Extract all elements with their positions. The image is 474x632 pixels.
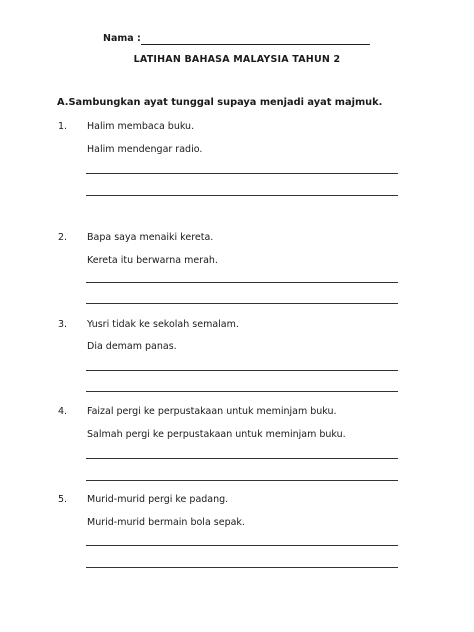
answer-line[interactable] <box>86 458 398 459</box>
question-number: 1. <box>58 121 68 132</box>
answer-line[interactable] <box>86 370 398 371</box>
section-heading: A.Sambungkan ayat tunggal supaya menjadi ayat majmuk. <box>57 97 383 108</box>
question-sentence-1: Murid-murid pergi ke padang. <box>87 494 229 505</box>
name-label: Nama : <box>103 33 141 44</box>
answer-line[interactable] <box>86 480 398 481</box>
question-sentence-2: Murid-murid bermain bola sepak. <box>87 517 245 528</box>
answer-line[interactable] <box>86 303 398 304</box>
question-sentence-1: Yusri tidak ke sekolah semalam. <box>87 319 239 330</box>
question-sentence-1: Faizal pergi ke perpustakaan untuk meminjam buku. <box>87 406 337 417</box>
answer-line[interactable] <box>86 195 398 196</box>
question-sentence-2: Kereta itu berwarna merah. <box>87 255 218 266</box>
question-number: 2. <box>58 232 68 243</box>
question-sentence-2: Dia demam panas. <box>87 341 177 352</box>
page-title: LATIHAN BAHASA MALAYSIA TAHUN 2 <box>133 54 341 65</box>
question-sentence-2: Salmah pergi ke perpustakaan untuk meminjam buku. <box>87 429 346 440</box>
name-field-line[interactable] <box>141 44 370 45</box>
question-sentence-1: Bapa saya menaiki kereta. <box>87 232 214 243</box>
question-number: 4. <box>58 406 68 417</box>
answer-line[interactable] <box>86 545 398 546</box>
answer-line[interactable] <box>86 282 398 283</box>
question-number: 5. <box>58 494 68 505</box>
question-sentence-1: Halim membaca buku. <box>87 121 195 132</box>
answer-line[interactable] <box>86 567 398 568</box>
question-number: 3. <box>58 319 68 330</box>
question-sentence-2: Halim mendengar radio. <box>87 144 203 155</box>
answer-line[interactable] <box>86 391 398 392</box>
answer-line[interactable] <box>86 173 398 174</box>
